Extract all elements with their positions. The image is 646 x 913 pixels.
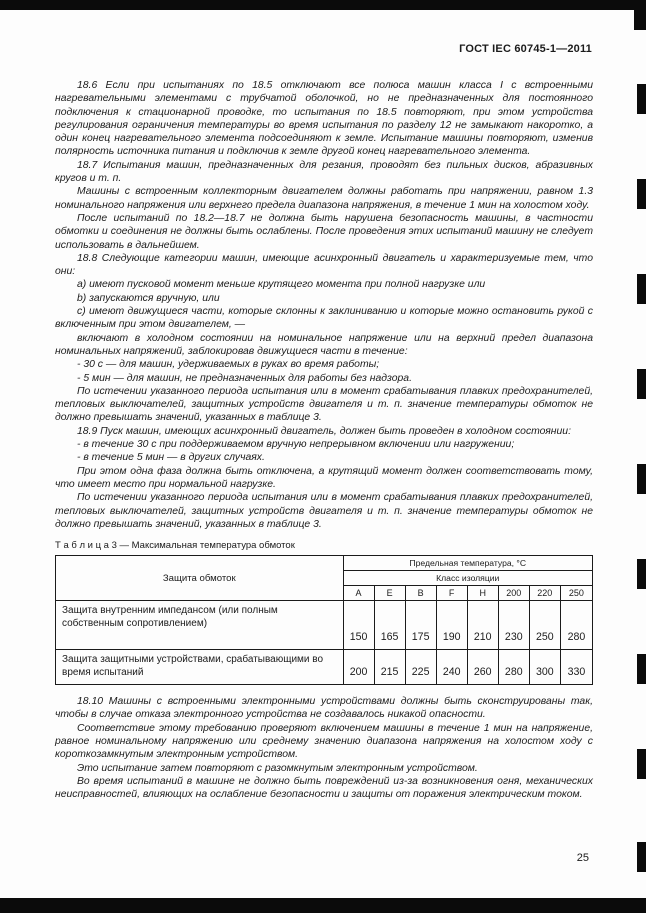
- table-header-row-1: [56, 556, 593, 571]
- paragraph: 18.10 Машины с встроенными электронными устройствами должны быть сконструированы так, чтобы в случае отказа электронного устройства не создавалось никакой опасности.: [55, 696, 593, 721]
- paragraph: 18.9 Пуск машин, имеющих асинхронный двигатель, должен быть проведен в холодном состоянии:: [77, 425, 571, 437]
- scan-mark-edge: [637, 179, 646, 209]
- scan-mark-top-right: [634, 0, 646, 30]
- document-header: ГОСТ IEC 60745-1—2011: [459, 43, 592, 55]
- scan-mark-edge: [637, 559, 646, 589]
- insulation-class-cell: B: [405, 586, 436, 601]
- table-caption-label: Т а б л и ц а 3 —: [55, 540, 130, 552]
- table-caption: [55, 540, 593, 551]
- paragraph: По истечении указанного периода испытания или в момент срабатывания плавких предохранителей, тепловых выключателей, защитных устройств двигателя и т. п. значение температуры обмоток не должно превышать значений, указанных в таблице 3.: [55, 492, 593, 530]
- insulation-class-cell: 220: [529, 586, 560, 601]
- paragraph: - 5 мин — для машин, не предназначенных для работы без надзора.: [77, 372, 412, 384]
- paragraph: По истечении указанного периода испытания или в момент срабатывания плавких предохранителей, тепловых выключателей, защитных устройств двигателя и т. п. значение температуры обмоток не должно превышать значений, указанных в таблице 3.: [55, 385, 593, 424]
- paragraph: После испытаний по 18.2—18.7 не должна быть нарушена безопасность машины, в частности обмотки и соединения не должны быть ослаблены. После проведения этих испытаний машину не следует использовать в дальнейшем.: [55, 212, 593, 251]
- table-caption-title: Максимальная температура обмоток: [131, 540, 295, 552]
- temp-value-cell: 190: [436, 601, 467, 650]
- table-row: [56, 601, 593, 650]
- scan-mark-edge: [637, 749, 646, 779]
- temp-value-cell: 225: [405, 650, 436, 685]
- insulation-class-header-cell: Класс изоляции: [343, 571, 592, 586]
- scan-mark-edge: [637, 369, 646, 399]
- temp-value-cell: 165: [374, 601, 405, 650]
- paragraph: Машины с встроенным коллекторным двигателем должны работать при напряжении, равном 1.3 номинального напряжения или верхнего предела диапазона напряжения, в течение 1 мин на холостом ходу.: [55, 186, 593, 211]
- temp-value-cell: 240: [436, 650, 467, 685]
- protection-type-cell: Защита защитными устройствами, срабатывающими во время испытаний: [56, 650, 344, 685]
- paragraph: включают в холодном состоянии на номинальное напряжение или на верхний предел диапазона номинальных напряжений, заблокировав движущиеся части в течение:: [55, 332, 593, 357]
- table-data-rows: [56, 601, 593, 685]
- temp-value-cell: 280: [498, 650, 529, 685]
- winding-protection-header-cell: Защита обмоток: [56, 556, 344, 601]
- paragraphs-after-table: [55, 695, 593, 801]
- page-number: 25: [576, 852, 589, 864]
- protection-type-cell: Защита внутренним импедансом (или полным собственным сопротивлением): [56, 601, 344, 650]
- scan-mark-bottom-bar: [0, 898, 646, 913]
- paragraph: Это испытание затем повторяют с разомкнутым электронным устройством.: [77, 762, 478, 774]
- temp-value-cell: 215: [374, 650, 405, 685]
- temp-value-cell: 230: [498, 601, 529, 650]
- paragraph: При этом одна фаза должна быть отключена, а крутящий момент должен соответствовать тому, что имеет место при нормальной нагрузке.: [55, 465, 593, 490]
- paragraphs-before-table: [55, 79, 593, 531]
- paragraph: 18.6 Если при испытаниях по 18.5 отключают все полюса машин класса I с встроенными нагревательными элементами с трубчатой оболочкой, но не предназначенных для постоянного подключения к стационарной проводке, то испытания по 18.5 повторяют, при этом устройства регулирования ограничения температуры во время испытания по разделу 12 не замыкают накоротко, а один конец нагревательного элемента подсоединяют к земле. Испытание машины повторяют, изменив полярность источника питания и подключив к земле другой конец нагревательного элемента.: [55, 80, 593, 158]
- temp-value-cell: 260: [467, 650, 498, 685]
- scan-mark-edge: [637, 464, 646, 494]
- insulation-class-cell: 250: [560, 586, 592, 601]
- scan-mark-edge: [637, 842, 646, 872]
- table-row: [56, 650, 593, 685]
- scan-mark-edge: [637, 654, 646, 684]
- paragraph: b) запускаются вручную, или: [77, 292, 220, 304]
- paragraph: - в течение 30 с при поддерживаемом вручную непрерывном включении или нагружении;: [77, 439, 515, 451]
- document-body: [55, 79, 593, 801]
- paragraph: 18.7 Испытания машин, предназначенных для резания, проводят без пильных дисков, абразивных кругов и т. п.: [55, 159, 593, 185]
- temp-value-cell: 150: [343, 601, 374, 650]
- scan-mark-edge: [637, 274, 646, 304]
- scan-mark-top-bar: [0, 0, 646, 10]
- paragraph: - 30 с — для машин, удерживаемых в руках во время работы;: [77, 359, 380, 371]
- insulation-class-cell: E: [374, 586, 405, 601]
- insulation-class-cell: A: [343, 586, 374, 601]
- paragraph: Соответствие этому требованию проверяют включением машины в течение 1 мин на напряжение, равное номинальному напряжению или среднему значению диапазона напряжения на холостом ходу с короткозамкнутым электронным устройством.: [55, 722, 593, 761]
- temp-value-cell: 200: [343, 650, 374, 685]
- temp-value-cell: 280: [560, 601, 592, 650]
- paragraph: 18.8 Следующие категории машин, имеющие асинхронный двигатель и характеризуемые тем, что они:: [55, 252, 593, 278]
- temp-value-cell: 250: [529, 601, 560, 650]
- scan-mark-edge: [637, 84, 646, 114]
- insulation-class-cell: F: [436, 586, 467, 601]
- paragraph: Во время испытаний в машине не должно быть повреждений из-за возникновения огня, механических неисправностей, влияющих на ослабление безопасности и защиты от поражения электрическим током.: [55, 775, 593, 801]
- paragraph: - в течение 5 мин — в других случаях.: [77, 452, 265, 464]
- temp-value-cell: 175: [405, 601, 436, 650]
- temp-value-cell: 210: [467, 601, 498, 650]
- insulation-class-cell: 200: [498, 586, 529, 601]
- paragraph: a) имеют пусковой момент меньше крутящего момента при полной нагрузке или: [77, 279, 486, 291]
- limit-temperature-header-cell: Предельная температура, °С: [343, 556, 592, 571]
- insulation-class-cell: H: [467, 586, 498, 601]
- max-winding-temperature-table: [55, 555, 593, 685]
- temp-value-cell: 330: [560, 650, 592, 685]
- temp-value-cell: 300: [529, 650, 560, 685]
- paragraph: c) имеют движущиеся части, которые склонны к заклиниванию и которые можно остановить рукой с включенным при этом двигателем, —: [55, 306, 593, 331]
